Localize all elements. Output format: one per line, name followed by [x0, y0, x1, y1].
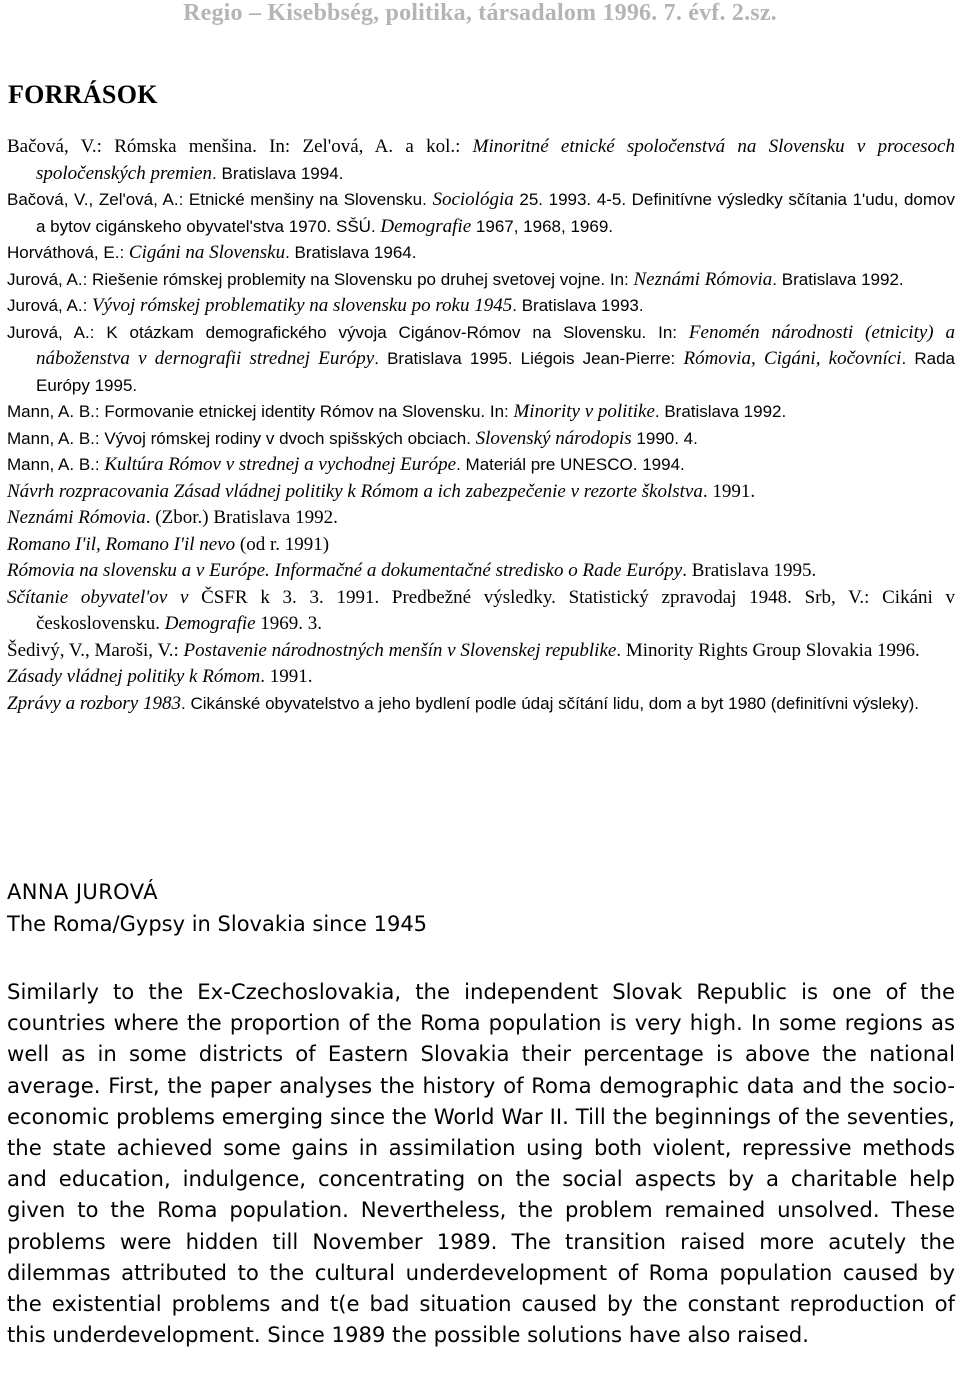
- reference-entry: [7, 134, 955, 187]
- reference-text-segment: . Cikánské obyvatelstvo a jeho bydlení podle údaj sčítání lidu, dom a byt 1980 (definitívni výsleky).: [181, 693, 920, 713]
- reference-italic-segment: Kultúra Rómov v strednej a vychodnej Európe: [104, 454, 457, 475]
- running-header: Regio – Kisebbség, politika, társadalom 1996. 7. évf. 2.sz.: [183, 0, 777, 26]
- reference-italic-segment: Demografie: [164, 613, 261, 634]
- reference-entry: [7, 479, 955, 506]
- reference-italic-segment: Rómovia na slovensku a v Európe. Informačné a dokumentačné stredisko o Rade Európy: [7, 560, 683, 581]
- reference-text-segment: Jurová, A.:: [7, 296, 93, 315]
- reference-text-segment: Mann, A. B.: Formovanie etnickej identity Rómov na Slovensku. In:: [7, 402, 514, 421]
- reference-entry: [7, 267, 955, 294]
- reference-entry: [7, 187, 955, 240]
- reference-italic-segment: Zásady vládnej politiky k Rómom: [7, 666, 261, 687]
- reference-text-segment: Šedivý, V., Maroši, V.:: [7, 639, 184, 661]
- reference-italic-segment: Minoritné etnické spoločenstvá na Slovensku v procesoch spoločenských premien: [36, 136, 955, 184]
- reference-entry: [7, 505, 955, 532]
- reference-italic-segment: Demografie: [380, 215, 476, 237]
- reference-italic-segment: Sčítanie obyvatel'ov v: [7, 586, 202, 608]
- reference-text-segment: 25. 1993. 4-5. Definitívne výsledky sčítania 1'udu, domov a bytov cigánskeho obyvatel'stva 1970. SŠÚ.: [36, 190, 955, 236]
- reference-entry: [7, 320, 955, 400]
- reference-italic-segment: Slovenský národopis: [475, 427, 637, 449]
- reference-entry: [7, 240, 955, 267]
- reference-italic-segment: Vývoj rómskej problematiky na slovensku po roku 1945: [92, 295, 513, 316]
- reference-text-segment: ČSFR k 3. 3. 1991. Predbežné výsledky. Statistický zpravodaj 1948. Srb, V.: Cikáni v československu.: [36, 586, 955, 634]
- reference-entry: [7, 558, 955, 585]
- reference-italic-segment: Minority v politike: [513, 401, 655, 422]
- reference-italic-segment: Fenomén národnosti (etnicity) a náboženstva v dernografii strednej Európy: [36, 321, 956, 369]
- reference-text-segment: (od r. 1991): [239, 533, 330, 555]
- reference-list: [7, 134, 955, 717]
- reference-text-segment: . Bratislava 1995. Liégois Jean-Pierre:: [374, 349, 684, 368]
- reference-entry: [7, 691, 955, 718]
- reference-text-segment: Bačová, V., Zel'ová, A.: Etnické menšiny na Slovensku.: [7, 190, 433, 209]
- reference-text-segment: . Bratislava 1993.: [512, 296, 644, 315]
- reference-entry: [7, 426, 955, 453]
- reference-text-segment: . Rada Európy 1995.: [36, 349, 955, 395]
- reference-entry: [7, 585, 955, 638]
- reference-italic-segment: Sociológia: [432, 189, 520, 210]
- section-title: FORRÁSOK: [8, 80, 158, 109]
- article-abstract: Similarly to the Ex-Czechoslovakia, the independent Slovak Republic is one of the countries where the proportion of the Roma population is very high. In some regions as well as in some districts of Eastern Slovakia their percentage is above the national average. First, the paper analyses the history of Roma demographic data and the socio-economic problems emerging since the World War II. Till the beginnings of the seventies, the state achieved some gains in assimilation using both violent, repressive methods and education, indulgence, concentrating on the social aspects by a charitable help given to the Roma population. Nevertheless, the problem remained unsolved. These problems were hidden till November 1989. The transition raised more acutely the dilemmas attributed to the cultural underdevelopment of Roma population caused by the existential problems and t(e bad situation caused by the constant reproduction of this underdevelopment. Since 1989 the possible solutions have also raised.: [7, 979, 955, 1348]
- article-title: The Roma/Gypsy in Slovakia since 1945: [7, 912, 428, 936]
- reference-text-segment: 1969. 3.: [260, 613, 323, 634]
- reference-text-segment: 1967, 1968, 1969.: [475, 216, 613, 236]
- article-author: ANNA JUROVÁ: [7, 880, 158, 904]
- reference-text-segment: . Bratislava 1964.: [285, 243, 417, 262]
- reference-italic-segment: Návrh rozpracovania Zásad vládnej politiky k Rómom a ich zabezpečenie v rezorte školstva: [7, 480, 703, 502]
- reference-entry: [7, 399, 955, 426]
- reference-entry: [7, 638, 955, 665]
- reference-text-segment: Mann, A. B.:: [7, 455, 105, 474]
- reference-entry: [7, 532, 955, 559]
- reference-italic-segment: Neznámi Rómovia: [633, 268, 773, 290]
- reference-italic-segment: Rómovia, Cigáni, kočovníci: [683, 348, 902, 369]
- reference-entry: [7, 452, 955, 479]
- reference-text-segment: . 1991.: [260, 666, 313, 687]
- reference-text-segment: Jurová, A.: Riešenie rómskej problemity na Slovensku po druhej svetovej vojne. In:: [7, 269, 634, 289]
- reference-text-segment: . 1991.: [702, 480, 756, 502]
- reference-text-segment: . Bratislava 1995.: [682, 560, 817, 581]
- reference-italic-segment: Romano I'il, Romano I'il nevo: [7, 533, 240, 555]
- reference-italic-segment: Zprávy a rozbory 1983: [7, 692, 181, 714]
- reference-text-segment: Bačová, V.: Rómska menšina. In: Zel'ová, A. a kol.:: [7, 136, 473, 157]
- reference-text-segment: . Bratislava 1992.: [654, 402, 787, 421]
- reference-italic-segment: Postavenie národnostných menšín v Slovenskej republike: [183, 639, 617, 661]
- reference-entry: [7, 293, 955, 320]
- reference-entry: [7, 664, 955, 691]
- reference-italic-segment: Cigáni na Slovensku: [128, 242, 286, 263]
- reference-text-segment: . Minority Rights Group Slovakia 1996.: [616, 639, 920, 661]
- reference-text-segment: Mann, A. B.: Vývoj rómskej rodiny v dvoch spišských obciach.: [7, 428, 476, 448]
- reference-text-segment: 1990. 4.: [636, 428, 698, 448]
- reference-text-segment: Jurová, A.: K otázkam demografického vývoja Cigánov-Rómov na Slovensku. In:: [7, 322, 689, 342]
- reference-text-segment: Horváthová, E.:: [7, 243, 129, 262]
- reference-italic-segment: Neznámi Rómovia: [7, 507, 146, 528]
- reference-text-segment: . Bratislava 1992.: [772, 269, 904, 289]
- reference-text-segment: . (Zbor.) Bratislava 1992.: [145, 507, 338, 528]
- reference-text-segment: . Bratislava 1994.: [212, 163, 344, 183]
- reference-text-segment: . Materiál pre UNESCO. 1994.: [456, 455, 685, 474]
